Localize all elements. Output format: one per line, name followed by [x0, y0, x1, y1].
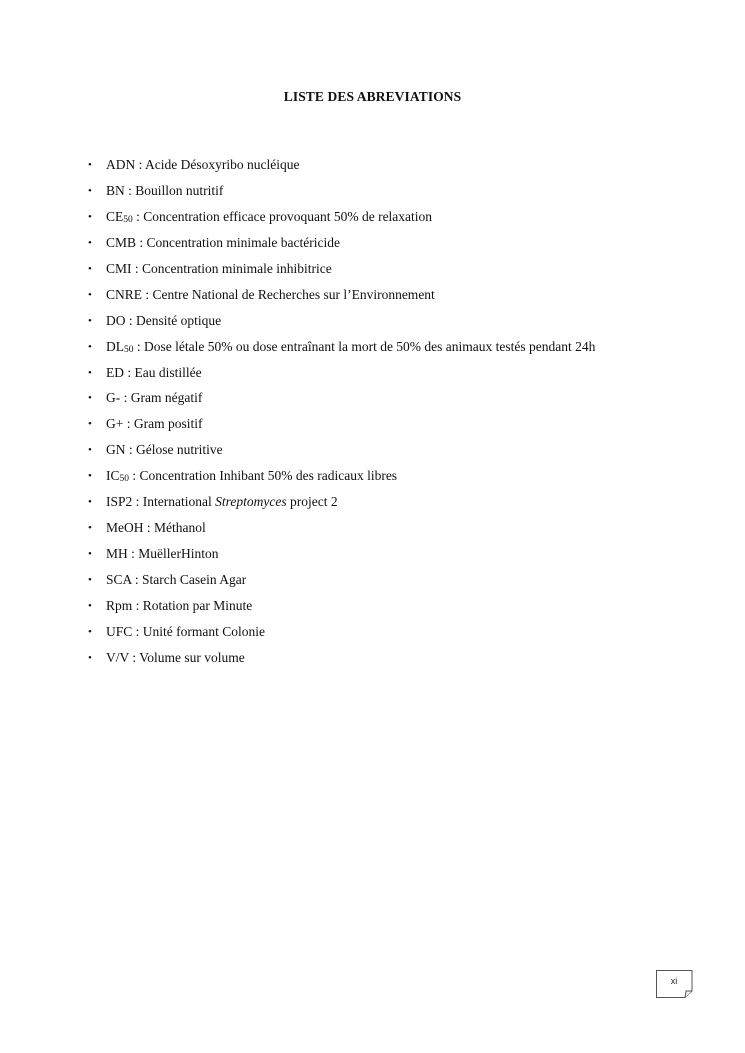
bullet-icon: • — [88, 470, 92, 483]
list-item — [88, 492, 595, 518]
abbreviation: IC — [106, 468, 120, 484]
definition: Concentration minimale inhibitrice — [142, 260, 332, 276]
abbreviation: DO — [106, 312, 126, 328]
list-item — [88, 466, 595, 492]
definition: Densité optique — [136, 312, 222, 328]
list-item — [88, 570, 595, 596]
abbreviation: MeOH — [106, 520, 144, 536]
separator: : — [127, 546, 139, 562]
abbreviation: ISP2 — [106, 494, 133, 510]
definition: Bouillon nutritif — [135, 182, 224, 198]
bullet-icon: • — [88, 392, 92, 405]
definition: International — [142, 494, 216, 510]
page-number: xi — [670, 976, 678, 986]
separator: : — [124, 364, 135, 380]
abbreviation: CMB — [106, 234, 137, 250]
bullet-icon: • — [88, 444, 92, 457]
list-item — [88, 181, 595, 207]
abbreviation: Rpm — [106, 597, 133, 613]
bullet-icon: • — [88, 574, 92, 586]
definition: Starch Casein Agar — [142, 572, 247, 587]
list-item — [88, 622, 595, 648]
abbreviation: ED — [106, 364, 124, 380]
bullet-icon: • — [88, 236, 92, 249]
abbreviation-subscript: 50 — [119, 474, 129, 485]
separator: : — [131, 260, 143, 276]
definition: Concentration efficace provoquant 50% de relaxation — [143, 208, 433, 224]
abbreviation: CE — [106, 208, 124, 224]
definition: Dose létale 50% ou dose entraînant la mort de 50% des animaux testés pendant 24h — [144, 338, 596, 354]
definition: Gram négatif — [130, 390, 203, 406]
abbreviation: BN — [106, 182, 125, 198]
page-title: LISTE DES ABREVIATIONS — [283, 89, 462, 104]
bullet-icon: • — [88, 651, 92, 664]
separator: : — [132, 494, 143, 510]
separator: : — [129, 649, 140, 665]
abbreviation: V/V — [106, 649, 130, 665]
bullet-icon: • — [88, 522, 92, 535]
separator: : — [143, 520, 155, 536]
list-item — [88, 259, 595, 285]
separator: : — [124, 182, 136, 198]
abbreviation: G- — [106, 390, 121, 406]
abbreviation: MH — [106, 546, 128, 562]
definition: Rotation par Minute — [142, 597, 253, 613]
abbreviation-list — [88, 155, 595, 674]
definition-italic: Streptomyces — [215, 494, 287, 510]
definition: MuëllerHinton — [138, 546, 219, 562]
abbreviation: ADN — [106, 157, 136, 172]
abbreviation-subscript: 50 — [124, 344, 134, 355]
separator: : — [125, 442, 137, 458]
page-number-box — [656, 970, 692, 997]
separator: : — [136, 234, 147, 250]
definition: Eau distillée — [134, 364, 202, 380]
separator: : — [132, 623, 143, 639]
definition: Concentration minimale bactéricide — [146, 234, 340, 250]
list-item — [88, 155, 595, 181]
separator: : — [133, 338, 145, 354]
list-item — [88, 518, 595, 544]
abbreviation: CNRE — [106, 286, 143, 302]
list-item — [88, 311, 595, 337]
bullet-icon: • — [88, 548, 92, 561]
list-item — [88, 648, 595, 674]
abbreviation-subscript: 50 — [123, 214, 133, 225]
definition: Méthanol — [154, 520, 206, 536]
bullet-icon: • — [88, 262, 92, 275]
abbreviation: UFC — [106, 623, 133, 639]
separator: : — [135, 157, 146, 172]
bullet-icon: • — [88, 340, 92, 353]
list-item — [88, 285, 595, 311]
abbreviation: DL — [106, 338, 124, 354]
bullet-icon: • — [88, 184, 92, 197]
list-item — [88, 388, 595, 414]
bullet-icon: • — [88, 599, 92, 612]
bullet-icon: • — [88, 314, 92, 327]
bullet-icon: • — [88, 159, 92, 171]
list-item — [88, 363, 595, 389]
separator: : — [132, 597, 143, 613]
separator: : — [129, 468, 140, 484]
definition-suffix: project 2 — [286, 494, 338, 510]
abbreviation: G+ — [106, 416, 124, 432]
definition: Acide Désoxyribo nucléique — [145, 157, 300, 172]
bullet-icon: • — [88, 418, 92, 431]
bullet-icon: • — [88, 210, 92, 223]
separator: : — [131, 572, 143, 587]
bullet-icon: • — [88, 625, 92, 638]
list-item — [88, 440, 595, 466]
list-item — [88, 414, 595, 440]
list-item — [88, 596, 595, 622]
separator: : — [142, 286, 153, 302]
definition: Volume sur volume — [139, 649, 245, 665]
list-item — [88, 233, 595, 259]
definition: Gélose nutritive — [136, 442, 223, 458]
abbreviation: GN — [106, 442, 126, 458]
definition: Concentration Inhibant 50% des radicaux libres — [139, 468, 398, 484]
bullet-icon: • — [88, 366, 92, 379]
list-item — [88, 337, 595, 363]
separator: : — [123, 416, 134, 432]
list-item — [88, 544, 595, 570]
separator: : — [132, 208, 144, 224]
bullet-icon: • — [88, 496, 92, 509]
definition: Centre National de Recherches sur l’Environnement — [152, 286, 435, 302]
definition: Unité formant Colonie — [142, 623, 266, 639]
abbreviation: CMI — [106, 260, 132, 276]
definition: Gram positif — [133, 416, 203, 432]
bullet-icon: • — [88, 288, 92, 301]
abbreviation: SCA — [106, 572, 132, 587]
separator: : — [120, 390, 131, 406]
list-item — [88, 207, 595, 233]
separator: : — [125, 312, 137, 328]
